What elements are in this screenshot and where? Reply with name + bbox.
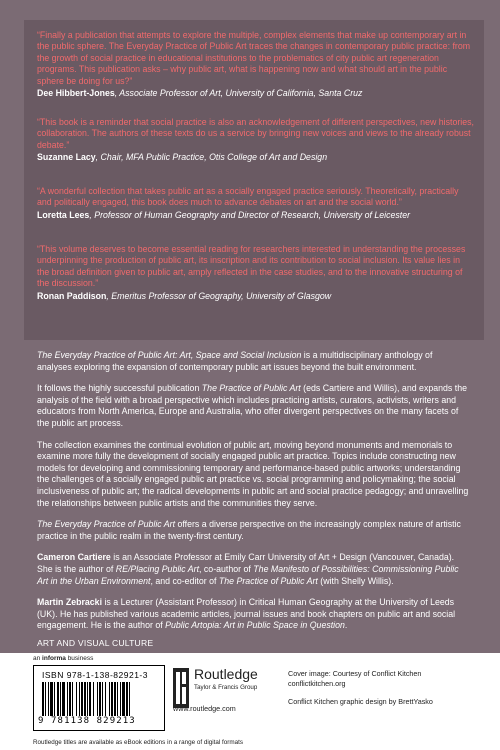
description-text: offers a diverse perspective on the increasingly complex nature of artistic practice in the public realm in the twenty-first century. (37, 519, 461, 541)
tagline-text: business (65, 655, 94, 662)
informa-tagline (33, 655, 93, 662)
description-text: It follows the highly successful publication (37, 383, 202, 394)
editor-bio (37, 552, 469, 587)
barcode-icon (42, 682, 156, 716)
quote-attribution (37, 88, 474, 99)
bio-text: is a Lecturer (Assistant Professor) in Critical Human Geography at the University of Leeds (UK). He has published various academic articles, journal issues and book chapters on public art and social engagement. He is the author of (37, 597, 456, 631)
quote-text: “Finally a publication that attempts to explore the multiple, complex elements that make up contemporary art in the public sphere. The Everyday Practice of Public Art traces the changes in contemporary public practice: from the growth of social practice in educational institutions to the problematics of city public art regeneration programs. This publication asks – why public art, what is happening now and what should art in the public sphere be doing for us?” (37, 30, 471, 86)
quote-text: “A wonderful collection that takes public art as a socially engaged practice seriously. Theoretically, practically and politically engaged, this book does much to advance debates on art and the social world.” (37, 186, 459, 208)
description-paragraph (37, 350, 469, 373)
cover-image-credit: Cover image: Courtesy of Conflict Kitchen (288, 669, 422, 678)
quote-attribution (37, 210, 474, 221)
book-title: The Everyday Practice of Public Art (37, 519, 176, 530)
ebook-note: Routledge titles are available as eBook editions in a range of digital formats (33, 739, 244, 746)
endorsement-quote (37, 244, 474, 302)
description-text: is a multidisciplinary anthology of analyses exploring the expansion of contemporary public art issues beyond the built environment. (37, 350, 433, 372)
publisher-group: Taylor & Francis Group (194, 684, 258, 691)
referenced-title: Public Artopia: Art in Public Space in Question (165, 620, 345, 631)
subject-category: ART AND VISUAL CULTURE (37, 638, 154, 648)
editor-name: Martin Zebracki (37, 597, 103, 608)
referenced-title: The Practice of Public Art (218, 575, 318, 586)
editor-name: Cameron Cartiere (37, 552, 111, 563)
endorsement-quote (37, 186, 474, 221)
quote-text: “This volume deserves to become essential reading for researchers interested in understanding the processes underpinning the production of public art, its inscription and its contribution to social inclusion. Its value lies in the broad definition given to public art, amply reflected in the case studies, and to the innovative structuring of the discussion.” (37, 244, 466, 289)
endorsements-panel (24, 20, 484, 340)
referenced-title: The Manifesto of Possibilities: Commissioning Public Art in the Urban Environment (37, 563, 459, 586)
description-text: (eds Cartiere and Willis), and expands the analysis of the field with a broad perspective which includes practicing artists, curators, activists, writers and educators from North America, Europe and Australia, who offer divergent perspectives on the many facets of the public art process. (37, 383, 467, 428)
quote-text: “This book is a reminder that social practice is also an acknowledgement of different perspectives, new histories, collaboration. The authors of these texts do us a service by bringing new voices and views to the already robust debate.” (37, 117, 474, 150)
quote-author: Suzanne Lacy (37, 152, 96, 163)
routledge-logo-icon (173, 668, 189, 708)
publisher-url: www.routledge.com (173, 704, 236, 713)
book-description (37, 350, 469, 642)
bio-text: , co-author of (199, 563, 254, 574)
tagline-text: an (33, 655, 43, 662)
bio-text: (with Shelly Willis). (317, 575, 394, 586)
publisher-footer (0, 653, 500, 750)
referenced-title: RE/Placing Public Art (115, 563, 200, 574)
barcode-digits: 9 781138 829213 (38, 716, 136, 726)
cover-credit-url: conflictkitchen.org (288, 679, 346, 688)
quote-affiliation: , Associate Professor of Art, University of California, Santa Cruz (114, 88, 363, 99)
informa-brand: informa (42, 655, 66, 662)
quote-author: Ronan Paddison (37, 290, 107, 301)
quote-affiliation: , Professor of Human Geography and Director of Research, University of Leicester (89, 209, 411, 220)
book-title: The Everyday Practice of Public Art: Art, Space and Social Inclusion (37, 350, 302, 360)
quote-author: Loretta Lees (37, 209, 90, 220)
description-paragraph (37, 383, 469, 429)
quote-attribution (37, 152, 474, 163)
referenced-title: The Practice of Public Art (201, 383, 301, 394)
isbn-number: ISBN 978-1-138-82921-3 (42, 670, 148, 680)
publisher-name: Routledge (194, 666, 258, 682)
isbn-barcode (33, 665, 165, 731)
description-paragraph: The collection examines the continual evolution of public art, moving beyond monuments and memorials to examine more fully the development of socially engaged public art practice. Topics include constructing new models for developing and commissioning temporary and performance-based public artworks; understanding the challenges of a socially engaged public art practice vs. social programming and policymaking; the social inclusiveness of public art; the radical developments in public art and social practice pedagogy; and unravelling the relationships between public artists and the communities they serve. (37, 439, 469, 508)
quote-affiliation: , Chair, MFA Public Practice, Otis College of Art and Design (95, 152, 328, 163)
description-paragraph (37, 519, 469, 542)
quote-attribution (37, 291, 474, 302)
editor-bio (37, 597, 469, 632)
design-credit: Conflict Kitchen graphic design by BrettYasko (288, 697, 433, 706)
quote-author: Dee Hibbert-Jones (37, 88, 115, 99)
bio-text: , and co-editor of (150, 575, 219, 586)
bio-text: is an Associate Professor at Emily Carr University of Art + Design (Vancouver, Canada). She is the author of (37, 552, 455, 574)
endorsement-quote (37, 30, 474, 99)
endorsement-quote (37, 117, 474, 164)
bio-text: . (344, 620, 348, 631)
quote-affiliation: , Emeritus Professor of Geography, University of Glasgow (106, 290, 332, 301)
